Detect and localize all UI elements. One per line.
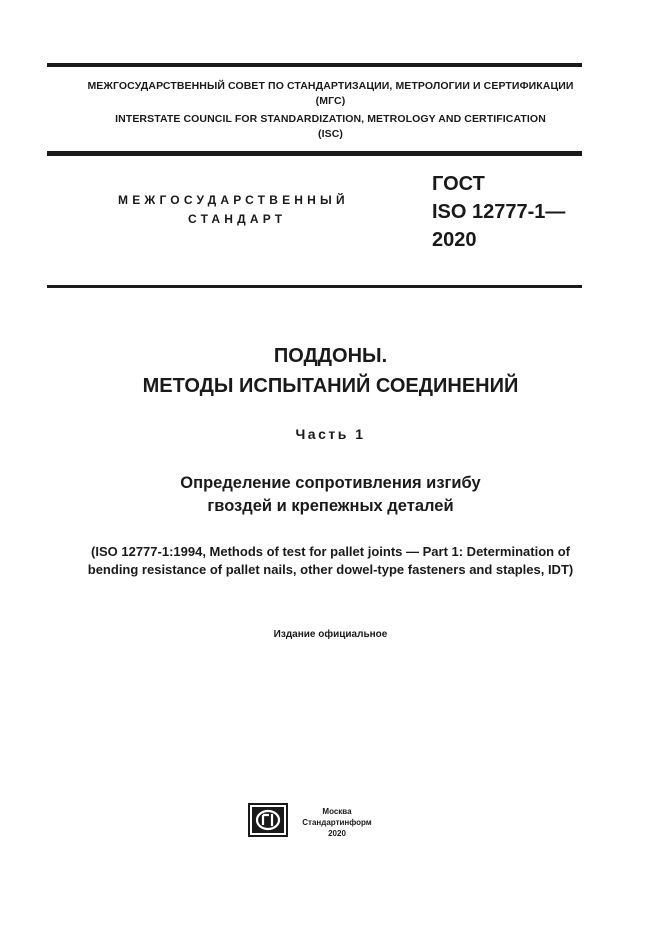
publisher-info [292, 806, 382, 839]
council-en-line1: INTERSTATE COUNCIL FOR STANDARDIZATION, METROLOGY AND CERTIFICATION [115, 113, 546, 125]
gost-line2: ISO 12777-1— [432, 201, 566, 223]
subtitle-line2: гвоздей и крепежных деталей [207, 497, 454, 515]
gost-line1: ГОСТ [432, 173, 485, 195]
publisher-year: 2020 [328, 829, 346, 838]
document-subtitle [0, 472, 661, 518]
gost-line3: 2020 [432, 229, 477, 251]
council-ru-line2: (МГС) [315, 95, 346, 107]
header-rule [47, 151, 582, 156]
subtitle-line1: Определение сопротивления изгибу [180, 474, 481, 492]
standartinform-logo-icon [248, 803, 288, 837]
iso-line1: (ISO 12777-1:1994, Methods of test for pallet joints — Part 1: Determination of [91, 544, 570, 559]
standard-type-line1: МЕЖГОСУДАРСТВЕННЫЙ [118, 193, 349, 207]
council-en [0, 112, 661, 142]
part-label: Часть 1 [295, 426, 366, 442]
council-ru-line1: МЕЖГОСУДАРСТВЕННЫЙ СОВЕТ ПО СТАНДАРТИЗАЦИИ, МЕТРОЛОГИИ И СЕРТИФИКАЦИИ [87, 80, 574, 92]
designation-rule [47, 285, 582, 288]
title-line2: МЕТОДЫ ИСПЫТАНИЙ СОЕДИНЕНИЙ [142, 375, 519, 397]
iso-reference [0, 543, 661, 579]
gost-designation [432, 170, 565, 254]
standard-type-line2: СТАНДАРТ [188, 212, 287, 226]
iso-line2: bending resistance of pallet nails, other dowel-type fasteners and staples, IDT) [87, 562, 574, 577]
publisher-name: Стандартинформ [302, 818, 372, 827]
title-line1: ПОДДОНЫ. [273, 345, 388, 367]
document-title [0, 341, 661, 401]
top-rule [47, 63, 582, 67]
council-ru [0, 79, 661, 109]
council-en-line2: (ISC) [318, 128, 343, 140]
edition-label: Издание официальное [273, 629, 388, 640]
publisher-city: Москва [322, 807, 352, 816]
